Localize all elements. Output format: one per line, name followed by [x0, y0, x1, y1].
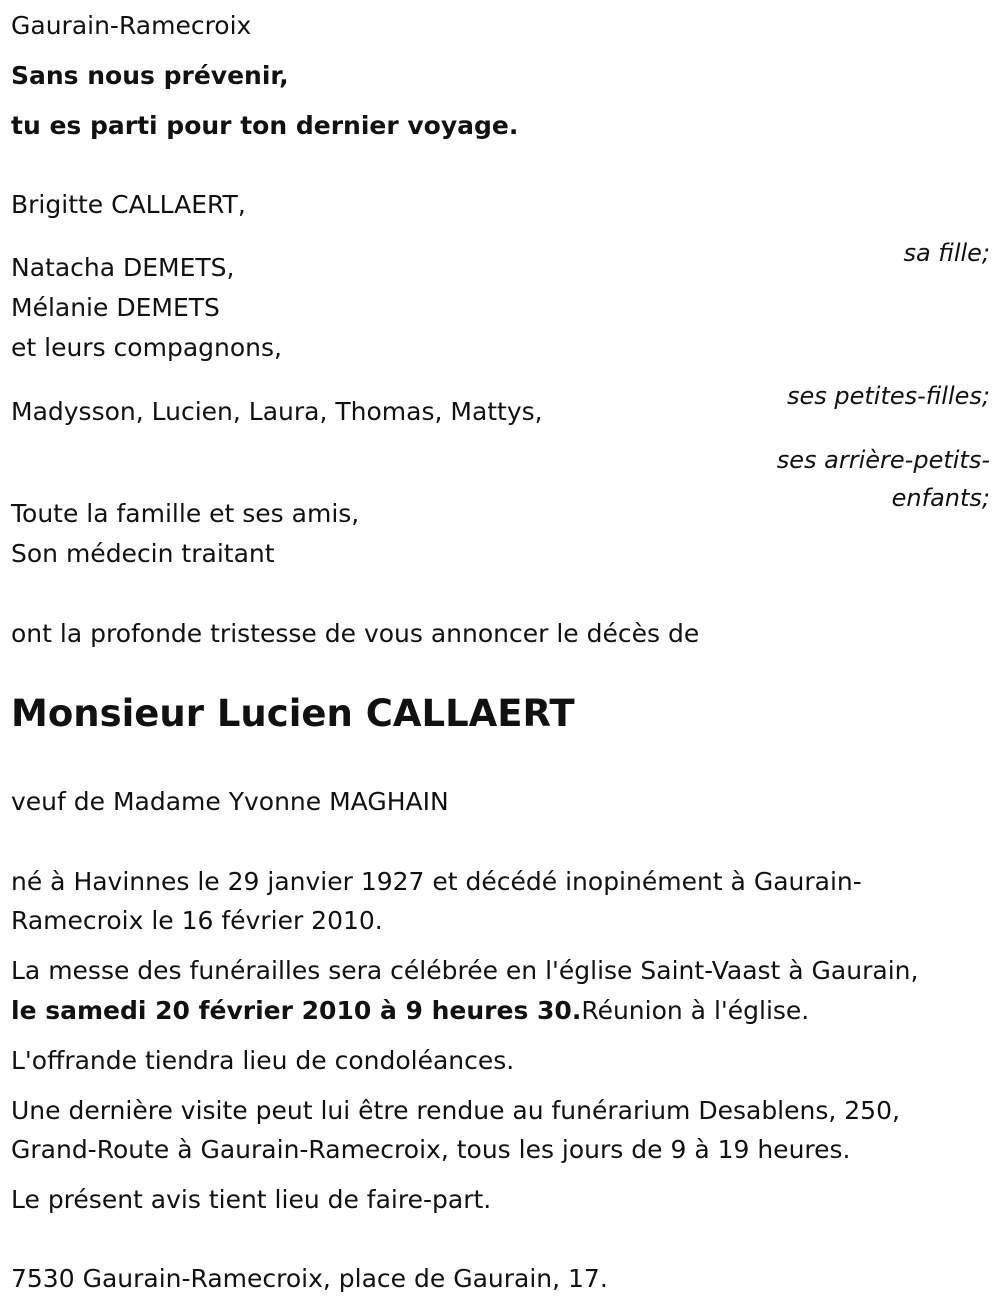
visit-line-1: Une dernière visite peut lui être rendue au funérarium Desablens, 250, — [11, 1096, 900, 1125]
widower-of: veuf de Madame Yvonne MAGHAIN — [11, 787, 449, 816]
granddaughter-2: Mélanie DEMETS — [11, 293, 220, 322]
location-heading: Gaurain-Ramecroix — [11, 11, 252, 40]
birth-death-line-2: Ramecroix le 16 février 2010. — [11, 906, 383, 935]
daughter-name: Brigitte CALLAERT, — [11, 190, 246, 219]
gathering-note: Réunion à l'église. — [581, 996, 810, 1025]
granddaughters-role: ses petites-filles; — [786, 382, 990, 410]
verse-line-2: tu es parti pour ton dernier voyage. — [11, 111, 519, 140]
mass-line-1: La messe des funérailles sera célébrée en l'église Saint-Vaast à Gaurain, — [11, 956, 919, 985]
announcement-intro: ont la profonde tristesse de vous annoncer le décès de — [11, 619, 700, 648]
others-line-1: Toute la famille et ses amis, — [11, 499, 360, 528]
offering-note: L'offrande tiendra lieu de condoléances. — [11, 1046, 515, 1075]
notice-statement: Le présent avis tient lieu de faire-part. — [11, 1185, 492, 1214]
great-grandchildren: Madysson, Lucien, Laura, Thomas, Mattys, — [11, 397, 543, 426]
great-grandchildren-role-1: ses arrière-petits- — [776, 446, 990, 474]
visit-line-2: Grand-Route à Gaurain-Ramecroix, tous les jours de 9 à 19 heures. — [11, 1135, 851, 1164]
great-grandchildren-role-2: enfants; — [891, 484, 990, 512]
granddaughters-partners: et leurs compagnons, — [11, 333, 282, 362]
deceased-name: Monsieur Lucien CALLAERT — [11, 692, 575, 735]
birth-death-line-1: né à Havinnes le 29 janvier 1927 et décédé inopinément à Gaurain- — [11, 867, 862, 896]
daughter-role: sa fille; — [903, 239, 990, 267]
family-address: 7530 Gaurain-Ramecroix, place de Gaurain, 17. — [11, 1264, 608, 1293]
verse-line-1: Sans nous prévenir, — [11, 61, 289, 90]
mass-line-2 — [11, 991, 809, 1031]
others-line-2: Son médecin traitant — [11, 539, 275, 568]
mass-datetime: le samedi 20 février 2010 à 9 heures 30. — [11, 996, 582, 1025]
granddaughter-1: Natacha DEMETS, — [11, 253, 235, 282]
